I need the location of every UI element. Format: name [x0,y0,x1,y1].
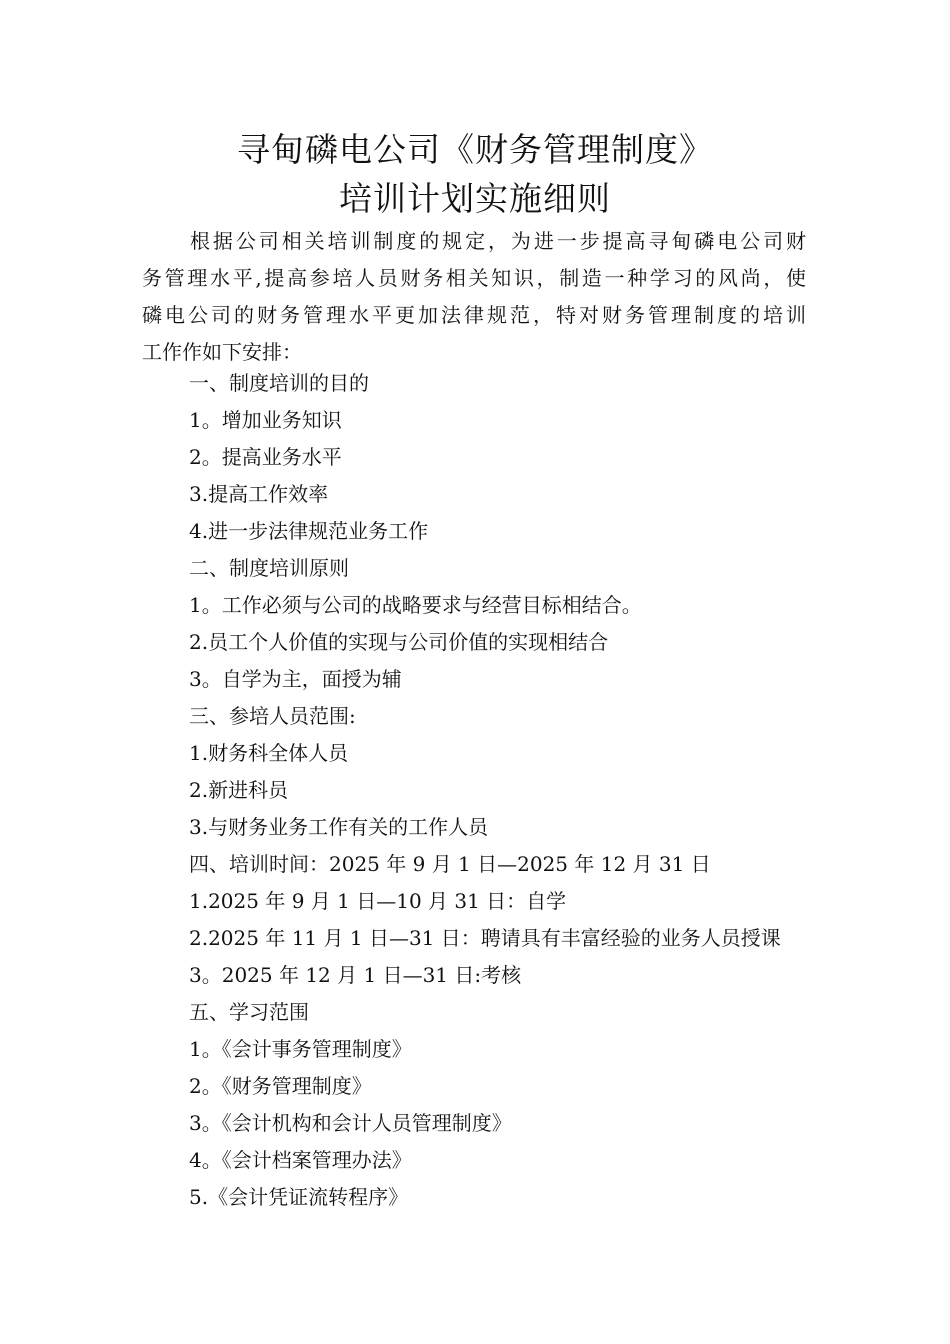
list-item: 1.2025 年 9 月 1 日—10 月 31 日：自学 [189,889,567,913]
list-item: 4。《会计档案管理办法》 [189,1148,412,1172]
list-item: 2。提高业务水平 [189,445,342,469]
intro-line: 工作作如下安排： [142,340,302,364]
list-item: 3.提高工作效率 [189,482,329,506]
list-item: 1。增加业务知识 [189,408,342,432]
list-item: 2.新进科员 [189,778,289,802]
list-item: 5.《会计凭证流转程序》 [189,1185,409,1209]
list-item: 2.员工个人价值的实现与公司价值的实现相结合 [189,630,609,654]
list-item: 3.与财务业务工作有关的工作人员 [189,815,489,839]
list-item: 2.2025 年 11 月 1 日—31 日：聘请具有丰富经验的业务人员授课 [189,926,781,950]
list-item: 1.财务科全体人员 [189,741,349,765]
list-item: 1。《会计事务管理制度》 [189,1037,412,1061]
document-title-line-1: 寻甸磷电公司《财务管理制度》 [237,130,713,169]
intro-line: 磷电公司的财务管理水平更加法律规范，特对财务管理制度的培训 [142,303,806,327]
intro-line: 根据公司相关培训制度的规定，为进一步提高寻甸磷电公司财 [190,229,806,253]
document-title-line-2: 培训计划实施细则 [339,179,611,218]
intro-paragraph [142,223,806,371]
list-item: 3。自学为主，面授为辅 [189,667,402,691]
section-heading-purpose: 一、制度培训的目的 [189,371,369,395]
list-item: 3。《会计机构和会计人员管理制度》 [189,1111,512,1135]
section-heading-schedule: 四、培训时间：2025 年 9 月 1 日—2025 年 12 月 31 日 [189,852,711,876]
intro-line: 务管理水平,提高参培人员财务相关知识，制造一种学习的风尚，使 [142,266,806,290]
list-item: 2。《财务管理制度》 [189,1074,372,1098]
list-item: 1。工作必须与公司的战略要求与经营目标相结合。 [189,593,642,617]
section-heading-scope: 五、学习范围 [189,1000,309,1024]
list-item: 3。2025 年 12 月 1 日—31 日:考核 [189,963,522,987]
list-item: 4.进一步法律规范业务工作 [189,519,429,543]
section-heading-principles: 二、制度培训原则 [189,556,349,580]
section-heading-participants: 三、参培人员范围: [189,704,356,728]
plan-items-list [189,365,829,1216]
